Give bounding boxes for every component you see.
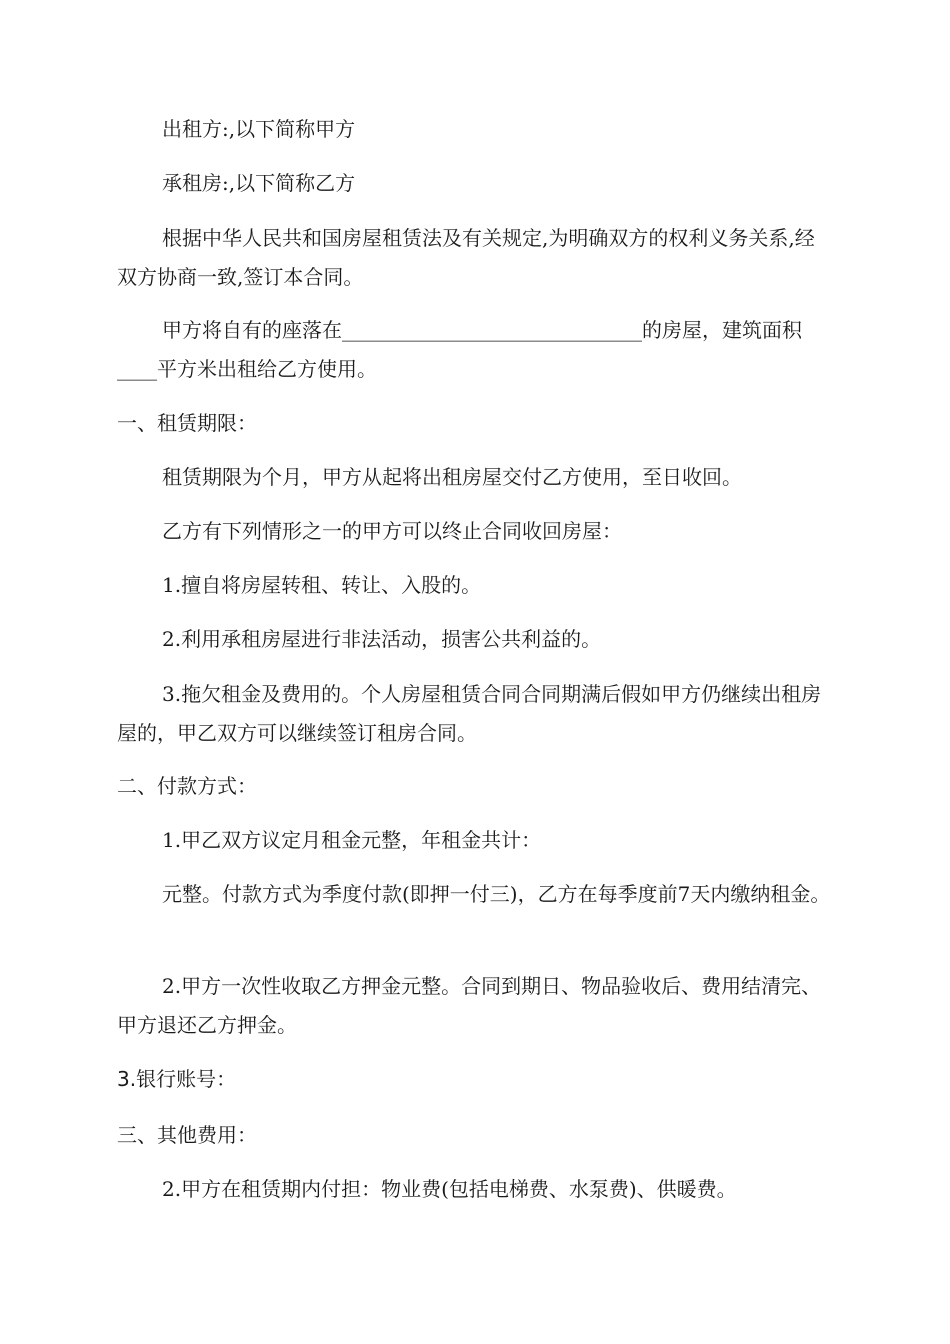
paragraph-lessor: 出租方:,以下简称甲方 <box>162 117 356 141</box>
paragraph-termination-intro: 乙方有下列情形之一的甲方可以终止合同收回房屋： <box>162 519 622 543</box>
paragraph-termination-1: 1.擅自将房屋转租、转让、入股的。 <box>162 573 482 597</box>
paragraph-payment-3: 3.银行账号： <box>117 1067 237 1091</box>
paragraph-payment-2: 2.甲方一次性收取乙方押金元整。合同到期日、物品验收后、费用结清完、甲方退还乙方押金。 <box>117 974 822 1037</box>
section-3-heading: 三、其他费用： <box>117 1123 257 1147</box>
paragraph-preamble: 根据中华人民共和国房屋租赁法及有关规定,为明确双方的权利义务关系,经双方协商一致,签订本合同。 <box>117 226 815 289</box>
paragraph-termination-2: 2.利用承租房屋进行非法活动，损害公共利益的。 <box>162 627 602 651</box>
paragraph-premises: 甲方将自有的座落在______________________________的房屋，建筑面积____平方米出租给乙方使用。 <box>117 318 802 381</box>
paragraph-payment-1: 1.甲乙双方议定月租金元整，年租金共计： <box>162 828 542 852</box>
section-1-heading: 一、租赁期限： <box>117 411 257 435</box>
paragraph-term: 租赁期限为个月，甲方从起将出租房屋交付乙方使用，至日收回。 <box>162 465 742 489</box>
paragraph-lessee: 承租房:,以下简称乙方 <box>162 171 356 195</box>
paragraph-termination-3: 3.拖欠租金及费用的。个人房屋租赁合同合同期满后假如甲方仍继续出租房屋的，甲乙双方可以继续签订租房合同。 <box>117 682 822 745</box>
paragraph-payment-1-cont: 元整。付款方式为季度付款(即押一付三)，乙方在每季度前7天内缴纳租金。 <box>162 882 831 906</box>
section-2-heading: 二、付款方式： <box>117 774 257 798</box>
paragraph-fees-2: 2.甲方在租赁期内付担：物业费(包括电梯费、水泵费)、供暖费。 <box>162 1177 737 1201</box>
